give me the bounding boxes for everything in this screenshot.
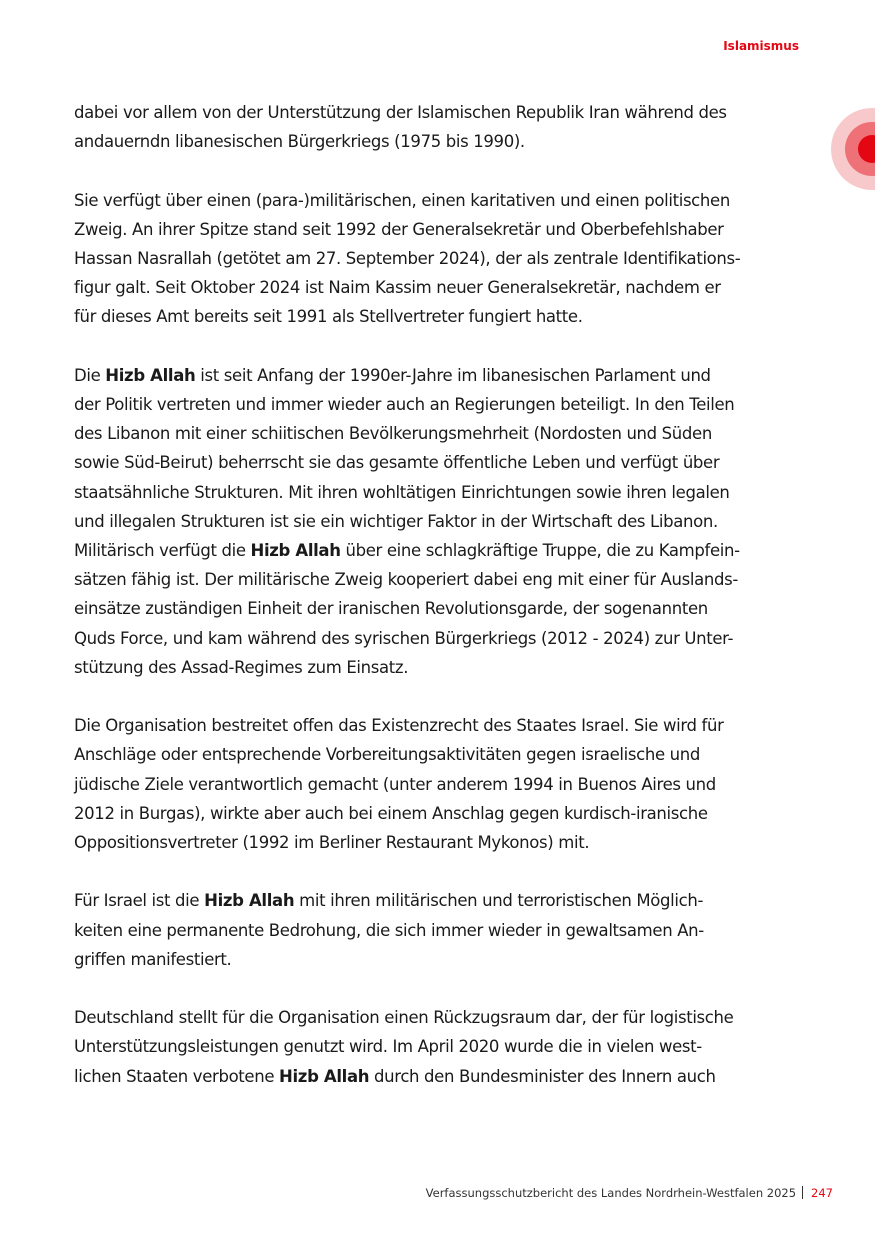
text-run: ist seit Anfang der 1990er-Jahre im libanesischen Parlament und [195, 365, 711, 385]
text-run: mit ihren militärischen und terroristischen Möglich- [294, 891, 704, 911]
text-run: Anschläge oder entsprechende Vorbereitungsaktivitäten gegen israelische und [74, 745, 701, 765]
paragraph [74, 361, 804, 682]
text-line [74, 536, 804, 565]
text-line [74, 886, 804, 915]
text-line [74, 244, 804, 273]
text-line [74, 390, 804, 419]
text-run: und illegalen Strukturen ist sie ein wichtiger Faktor in der Wirtschaft des Libanon. [74, 511, 718, 531]
text-run: griffen manifestiert. [74, 949, 232, 969]
text-run: figur galt. Seit Oktober 2024 ist Naim Kassim neuer Generalsekretär, nachdem er [74, 278, 721, 298]
text-run: einsätze zuständigen Einheit der iranischen Revolutionsgarde, der sogenannten [74, 599, 708, 619]
text-line [74, 98, 804, 127]
text-run: sätzen fähig ist. Der militärische Zweig kooperiert dabei eng mit einer für Auslands- [74, 570, 738, 590]
text-line [74, 799, 804, 828]
paragraph [74, 1003, 804, 1091]
text-run: dabei vor allem von der Unterstützung der Islamischen Republik Iran während des [74, 103, 727, 122]
text-line [74, 478, 804, 507]
text-run: Hassan Nasrallah (getötet am 27. September 2024), der als zentrale Identifikations- [74, 249, 741, 268]
bold-term: Hizb Allah [250, 541, 341, 561]
text-line [74, 945, 804, 974]
text-line [74, 1003, 804, 1032]
text-line [74, 624, 804, 653]
text-line [74, 565, 804, 594]
text-run: Unterstützungsleistungen genutzt wird. Im April 2020 wurde die in vielen west- [74, 1037, 702, 1057]
section-title: Islamismus [723, 39, 799, 53]
text-run: andauerndn libanesischen Bürgerkriegs (1975 bis 1990). [74, 132, 525, 152]
text-line [74, 448, 804, 477]
text-line [74, 302, 804, 331]
text-line [74, 828, 804, 857]
text-run: Zweig. An ihrer Spitze stand seit 1992 der Generalsekretär und Oberbefehlshaber [74, 219, 724, 239]
text-line [74, 594, 804, 623]
text-line [74, 653, 804, 682]
text-line [74, 273, 804, 302]
text-run: Für Israel ist die [74, 891, 205, 911]
text-line [74, 507, 804, 536]
bold-term: Hizb Allah [279, 1066, 370, 1086]
text-run: des Libanon mit einer schiitischen Bevölkerungsmehrheit (Nordosten und Süden [74, 424, 712, 444]
page-footer [426, 1186, 833, 1200]
text-run: jüdische Ziele verantwortlich gemacht (unter anderem 1994 in Buenos Aires und [74, 774, 716, 794]
body-text [74, 98, 804, 1120]
bold-term: Hizb Allah [105, 365, 196, 385]
text-line [74, 711, 804, 740]
text-run: für dieses Amt bereits seit 1991 als Stellvertreter fungiert hatte. [74, 307, 583, 327]
text-line [74, 186, 804, 215]
text-line [74, 361, 804, 390]
text-run: lichen Staaten verbotene [74, 1066, 280, 1086]
text-run: sowie Süd-Beirut) beherrscht sie das gesamte öffentliche Leben und verfügt über [74, 453, 720, 473]
paragraph [74, 186, 804, 332]
text-line [74, 1062, 804, 1091]
footer-publication-title: Verfassungsschutzbericht des Landes Nordrhein-Westfalen 2025 [425, 1186, 797, 1200]
text-run: stützung des Assad-Regimes zum Einsatz. [74, 657, 409, 677]
text-run: Die [74, 365, 106, 385]
text-line [74, 770, 804, 799]
paragraph [74, 711, 804, 857]
text-run: Oppositionsvertreter (1992 im Berliner Restaurant Mykonos) mit. [74, 833, 590, 853]
text-run: staatsähnliche Strukturen. Mit ihren wohltätigen Einrichtungen sowie ihren legalen [74, 482, 730, 502]
text-run: keiten eine permanente Bedrohung, die sich immer wieder in gewaltsamen An- [74, 920, 704, 940]
text-line [74, 1032, 804, 1061]
footer-separator [802, 1186, 803, 1199]
chapter-marker [831, 108, 875, 190]
text-run: 2012 in Burgas), wirkte aber auch bei einem Anschlag gegen kurdisch-iranische [74, 803, 708, 823]
text-run: Militärisch verfügt die [74, 541, 251, 561]
text-line [74, 215, 804, 244]
text-run: über eine schlagkräftige Truppe, die zu Kampfein- [340, 541, 740, 561]
text-run: Die Organisation bestreitet offen das Existenzrecht des Staates Israel. Sie wird für [74, 716, 724, 736]
paragraph [74, 886, 804, 974]
bold-term: Hizb Allah [204, 891, 295, 911]
text-run: durch den Bundesminister des Innern auch [369, 1066, 716, 1086]
page-number: 247 [811, 1186, 833, 1200]
text-run: Quds Force, und kam während des syrischen Bürgerkriegs (2012 - 2024) zur Unter- [74, 628, 734, 648]
text-line [74, 127, 804, 156]
paragraph [74, 98, 804, 156]
text-run: Deutschland stellt für die Organisation einen Rückzugsraum dar, der für logistische [74, 1008, 734, 1028]
text-run: der Politik vertreten und immer wieder auch an Regierungen beteiligt. In den Teilen [74, 395, 735, 414]
text-run: Sie verfügt über einen (para-)militärischen, einen karitativen und einen politischen [74, 190, 730, 210]
text-line [74, 419, 804, 448]
text-line [74, 916, 804, 945]
text-line [74, 740, 804, 769]
